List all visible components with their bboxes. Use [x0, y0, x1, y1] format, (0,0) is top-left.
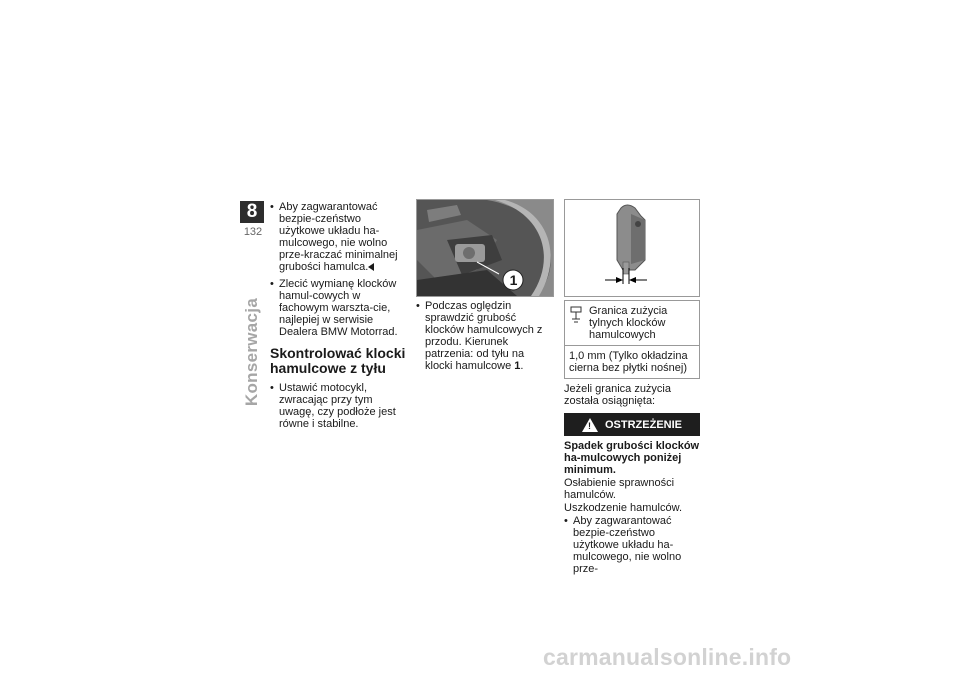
list-item	[270, 201, 408, 273]
column-1	[270, 201, 408, 435]
bullet-icon: •	[564, 515, 568, 527]
bullet-icon: •	[416, 300, 420, 312]
brake-pad-diagram	[564, 199, 700, 297]
list-item	[416, 300, 552, 372]
page-number: 132	[243, 226, 263, 238]
bullet-icon: •	[270, 201, 274, 213]
condition-text: Jeżeli granica zużycia została osiągnięta:	[564, 383, 671, 407]
list-item-text: Zlecić wymianę klocków hamul-cowych w fachowym warszta-cie, najlepiej w serwisie Dealera BMW Motorrad.	[279, 278, 398, 338]
list-item-text: Ustawić motocykl, zwracając przy tym uwagę, czy podłoże jest równe i stabilne.	[279, 382, 396, 430]
warning-label: OSTRZEŻENIE	[604, 418, 682, 431]
warning-banner	[564, 413, 700, 436]
column-3	[564, 300, 700, 580]
list-item-text: Aby zagwarantować bezpie-czeństwo użytkowe układu ha-mulcowego, nie wolno prze-	[573, 515, 682, 575]
spec-value: 1,0 mm (Tylko okładzina cierna bez płytki nośnej)	[569, 350, 688, 374]
list-item-text: Aby zagwarantować bezpie-czeństwo użytkowe układu ha-mulcowego, nie wolno prze-kraczać minimalnej grubości hamulca.	[279, 201, 398, 273]
spec-title: Granica zużycia tylnych klocków hamulcowych	[589, 305, 668, 341]
warning-line: Uszkodzenie hamulców.	[564, 502, 683, 514]
photo-illustration	[417, 200, 553, 296]
bullet-icon: •	[270, 382, 274, 394]
end-of-section-icon	[368, 263, 374, 271]
watermark: carmanualsonline.info	[543, 644, 792, 670]
wear-limit-icon	[569, 305, 589, 341]
list-item	[270, 382, 408, 430]
punctuation: .	[520, 360, 524, 372]
chapter-number: 8	[240, 201, 264, 223]
callout-reference: 1	[514, 360, 521, 372]
warning-icon: !	[582, 418, 598, 432]
warning-line: Osłabienie sprawności hamulców.	[564, 477, 675, 501]
column-2	[416, 300, 552, 377]
spec-table	[564, 300, 700, 379]
bullet-icon: •	[270, 278, 274, 290]
list-item-text: Podczas oględzin sprawdzić grubość klocków hamulcowych z przodu. Kierunek patrzenia: od tyłu na klocki hamulcowe	[425, 300, 543, 372]
brake-pad-drawing	[565, 200, 699, 296]
brake-caliper-photo	[416, 199, 554, 297]
spec-title-row	[565, 301, 699, 346]
list-item	[270, 278, 408, 338]
photo-callout-label: 1	[509, 272, 518, 288]
list-item	[564, 515, 700, 575]
section-heading: Skontrolować klocki hamulcowe z tyłu	[270, 345, 406, 376]
warning-heading: Spadek grubości klocków ha-mulcowych poniżej minimum.	[564, 440, 700, 476]
section-title: Konserwacja	[242, 297, 261, 407]
